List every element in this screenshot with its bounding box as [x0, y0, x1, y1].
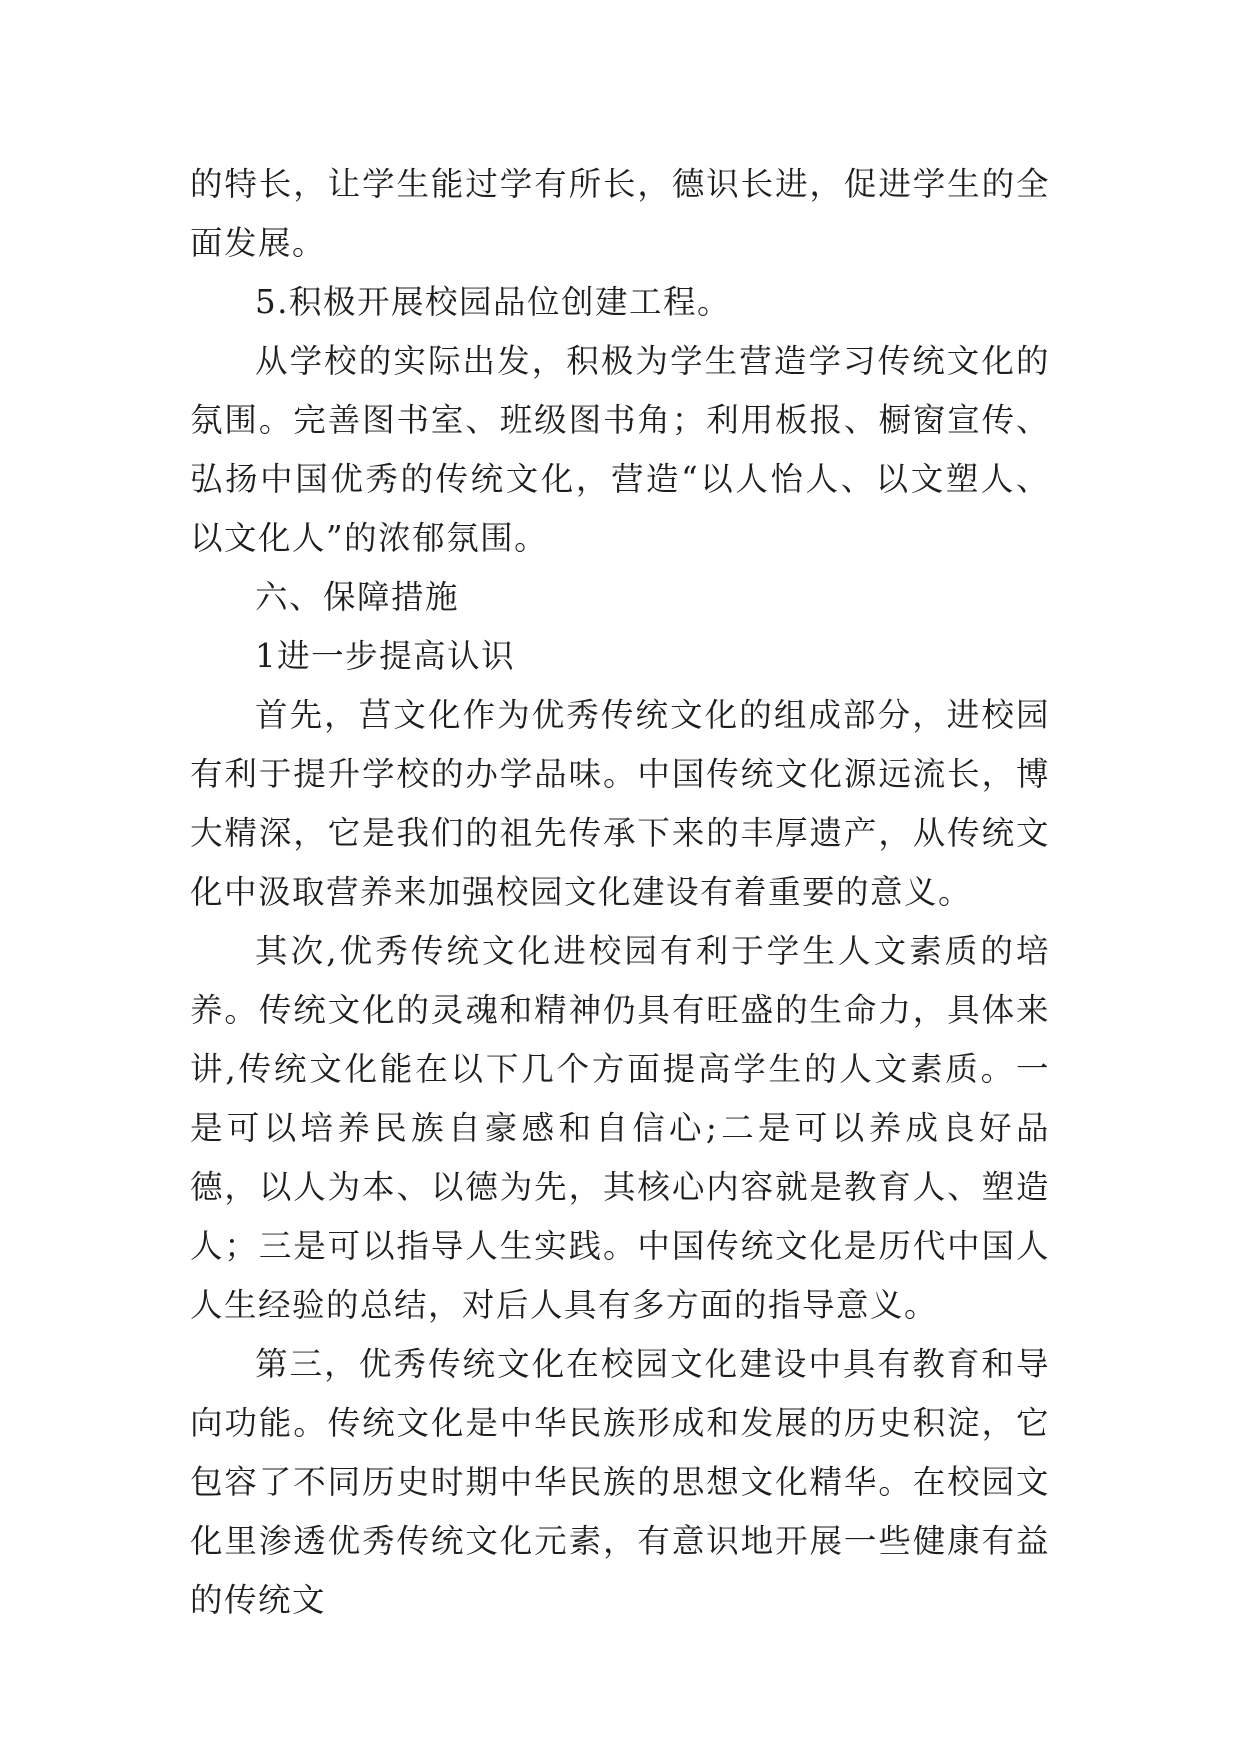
section-heading-5: 5.积极开展校园品位创建工程。 — [255, 283, 732, 321]
paragraph: 首先，莒文化作为优秀传统文化的组成部分，进校园有利于提升学校的办学品味。中国传统文化源远流长，博大精深，它是我们的祖先传承下来的丰厚遗产，从传统文化中汲取营养来加强校园文化建设有着重要的意义。 — [190, 696, 1050, 911]
paragraph: 从学校的实际出发，积极为学生营造学习传统文化的氛围。完善图书室、班级图书角；利用板报、橱窗宣传、弘扬中国优秀的传统文化，营造“以人怡人、以文塑人、以文化人”的浓郁氛围。 — [190, 342, 1050, 557]
paragraph: 其次,优秀传统文化进校园有利于学生人文素质的培养。传统文化的灵魂和精神仍具有旺盛的生命力，具体来讲,传统文化能在以下几个方面提高学生的人文素质。一是可以培养民族自豪感和自信心;二是可以养成良好品德，以人为本、以德为先，其核心内容就是教育人、塑造人；三是可以指导人生实践。中国传统文化是历代中国人人生经验的总结，对后人具有多方面的指导意义。 — [190, 932, 1050, 1324]
section-heading-6: 六、保障措施 — [255, 578, 460, 616]
document-body — [190, 155, 1050, 1630]
paragraph: 第三，优秀传统文化在校园文化建设中具有教育和导向功能。传统文化是中华民族形成和发展的历史积淀，它包容了不同历史时期中华民族的思想文化精华。在校园文化里渗透优秀传统文化元素，有意识地开展一些健康有益的传统文 — [190, 1345, 1050, 1619]
subsection-heading-1: 1进一步提高认识 — [255, 637, 516, 675]
paragraph-continuation: 的特长，让学生能过学有所长，德识长进，促进学生的全面发展。 — [190, 165, 1050, 262]
